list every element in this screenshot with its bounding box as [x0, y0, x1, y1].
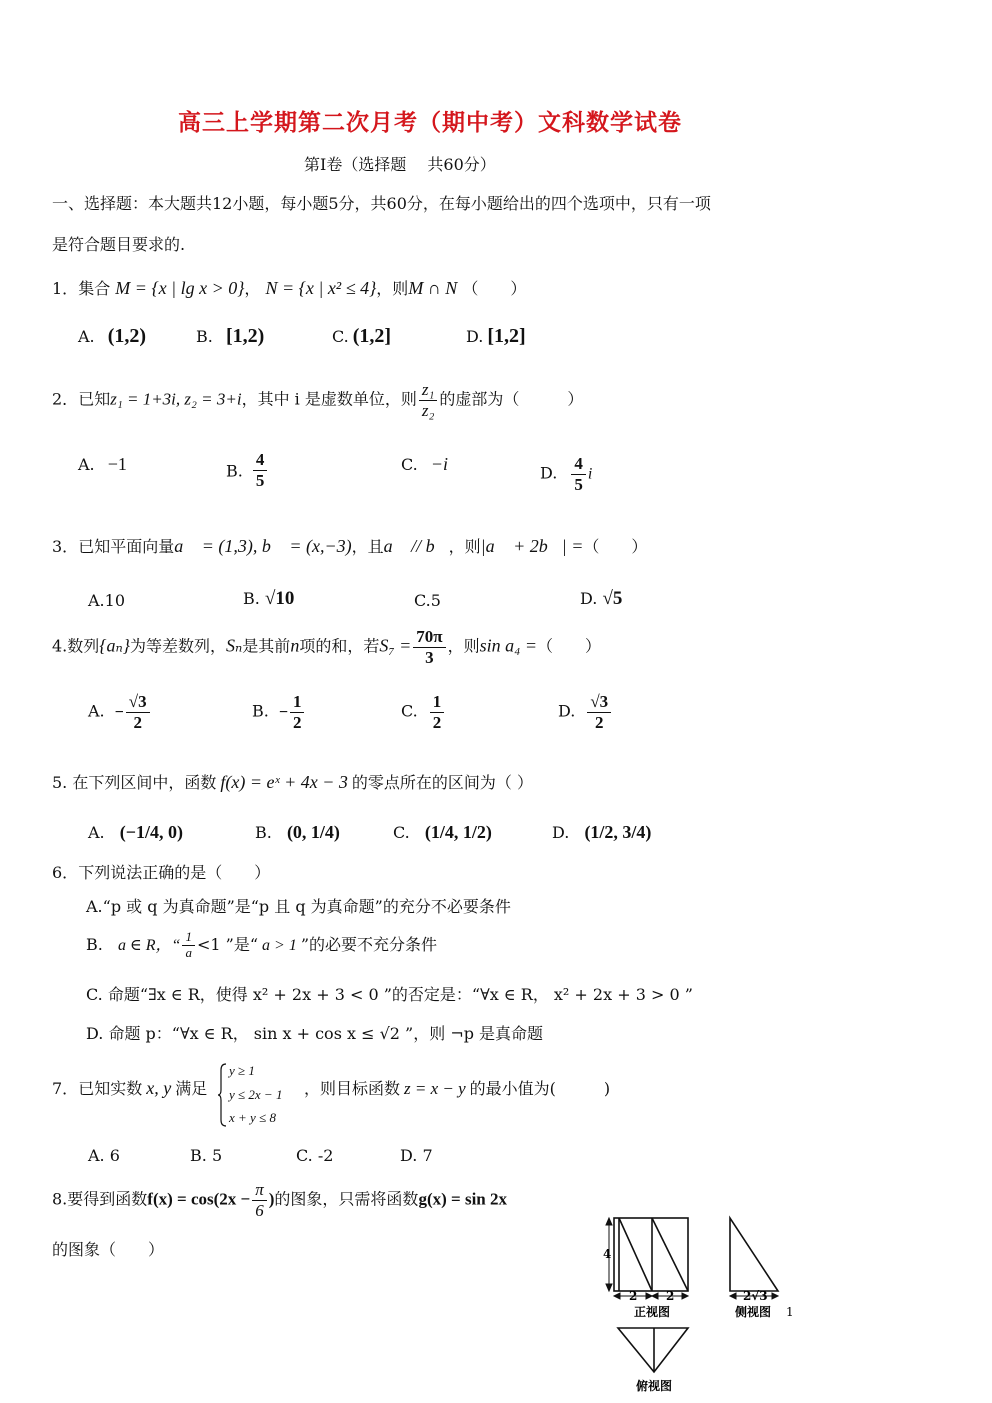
option-label: D. [552, 823, 570, 842]
dim-left-label: 2 [629, 1289, 638, 1303]
denominator: 2 [133, 712, 142, 732]
option-text: <1 ”是“ [196, 934, 259, 954]
option-label: C. [401, 455, 418, 474]
stem-text: 是其前 [242, 636, 291, 656]
denominator: 2 [292, 712, 302, 732]
option-label: D. [540, 463, 558, 483]
stem-text: 的图象，只需将函数 [274, 1189, 419, 1209]
option-label: B. [86, 934, 103, 954]
part-subtitle: 第Ⅰ卷（选择题 共60分） [304, 155, 496, 174]
option-label: A. [88, 591, 105, 610]
page-number: 1 [786, 1305, 794, 1319]
question-number: 2． [52, 389, 79, 409]
s7-expression: S₇ = [379, 635, 412, 656]
option-value: −i [430, 454, 449, 474]
q7-option-b [190, 1146, 222, 1165]
option-value: [1,2) [225, 325, 265, 347]
denominator: 5 [574, 474, 583, 494]
condition-expression: a > 1 [258, 936, 301, 954]
numerator: 1 [430, 692, 445, 713]
option-label: D. [86, 1024, 104, 1043]
question-8 [52, 1180, 507, 1220]
stem-text: ，则目标函数 [304, 1079, 401, 1098]
q6-option-d [86, 1021, 543, 1044]
option-label: C. [414, 591, 431, 610]
question-8-line2: 的图象（ ） [52, 1240, 165, 1259]
stem-text: 的最小值为( ) [469, 1079, 611, 1098]
q3-option-c [414, 591, 441, 610]
option-label: D. [400, 1146, 418, 1165]
stem-text: 在下列区间中，函数 [72, 773, 217, 792]
function-g: g(x) = sin 2x [418, 1189, 507, 1209]
numerator: 1 [182, 930, 195, 946]
variable-n: n [290, 635, 300, 656]
stem-text: ，其中 i 是虚数单位，则 [241, 389, 417, 409]
option-value: −1 [107, 454, 127, 474]
option-value: √5 [602, 588, 623, 609]
q3-option-a [88, 591, 125, 610]
option-value: 10 [104, 591, 125, 610]
q2-option-b [226, 450, 269, 490]
set-m-expression: M = {x | lg x > 0} [115, 278, 245, 298]
q2-option-d [540, 454, 592, 494]
option-label: A. [88, 701, 105, 721]
variables: x, y [146, 1078, 172, 1098]
question-number: 6． [52, 863, 79, 882]
dim-right-label: 2 [666, 1289, 675, 1303]
denominator: 2 [432, 712, 442, 732]
option-value: 7 [422, 1146, 433, 1165]
denominator: 3 [425, 647, 434, 667]
section-instruction-line1: 一、选择题：本大题共12小题，每小题5分，共60分，在每小题给出的四个选项中，只有一项 [52, 194, 711, 213]
stem-text: ，则 [376, 279, 409, 298]
question-number: 4. [52, 636, 68, 656]
side-view [730, 1218, 778, 1291]
q4-option-d [558, 692, 613, 732]
side-view-label: 侧视图 [735, 1305, 772, 1319]
stem-text: 已知平面向量 [78, 537, 175, 556]
stem-text: 的虚部为（ ） [439, 389, 584, 409]
denominator: 5 [255, 470, 265, 490]
q6-option-b [86, 930, 437, 961]
q5-option-a [88, 822, 183, 843]
q4-option-c [401, 692, 446, 732]
intersection-expression: M ∩ N [408, 278, 458, 298]
numerator: 4 [253, 450, 268, 471]
q1-option-c [332, 325, 391, 348]
denominator: z₂ [421, 400, 435, 420]
option-label: B. [252, 701, 269, 721]
partial-sum: Sₙ [226, 635, 243, 656]
denominator: a [185, 944, 192, 960]
objective-function: z = x − y [404, 1079, 466, 1098]
option-value: -2 [317, 1146, 334, 1165]
option-label: A. [78, 327, 95, 346]
constraint-1: y ≥ 1 [229, 1063, 255, 1078]
front-view-label: 正视图 [634, 1305, 671, 1319]
question-number: 1． [52, 279, 79, 298]
stem-text: 下列说法正确的是（ ） [78, 863, 271, 882]
option-value: 6 [109, 1146, 120, 1165]
parallel-condition: a⃗ // b⃗ [383, 536, 449, 556]
q6-option-c [86, 982, 693, 1005]
numerator: √3 [126, 692, 150, 713]
option-value: [1,2] [487, 325, 526, 347]
fraction-1-over-a [182, 930, 195, 961]
q5-option-d [552, 822, 651, 843]
question-7 [52, 1076, 207, 1099]
option-label: A. [88, 823, 105, 842]
stem-text: ，且 [351, 537, 384, 556]
option-text: 命题“∃x ∈ R，使得 x² + 2x + 3 < 0 ”的否定是：“∀x ∈ R， x² + 2x + 3 > 0 ” [107, 985, 693, 1004]
q2-option-a [78, 454, 127, 475]
fraction-value [430, 692, 445, 732]
stem-text: 要得到函数 [67, 1189, 148, 1209]
option-label: B. [255, 823, 272, 842]
numerator: z₁ [419, 380, 438, 401]
question-5 [52, 770, 533, 793]
option-text: a ∈ R，“ [117, 936, 181, 954]
option-value: (0, 1/4) [286, 822, 340, 842]
option-label: C. [86, 985, 103, 1004]
complex-expression: z₁ = 1+3i, z₂ = 3+i [110, 389, 242, 409]
question-3 [52, 534, 647, 557]
question-number: 3． [52, 537, 79, 556]
fraction-value [571, 454, 586, 494]
set-n-expression: N = {x | x² ≤ 4} [265, 278, 377, 298]
question-1 [52, 276, 526, 299]
stem-text: 数列 [67, 636, 100, 656]
fraction-value [253, 450, 268, 490]
denominator: 2 [595, 712, 604, 732]
stem-text: 已知实数 [78, 1079, 143, 1098]
option-label: A. [88, 1146, 105, 1165]
option-value: (1/2, 3/4) [584, 822, 652, 842]
stem-text: 满足 [175, 1079, 208, 1098]
fraction-value [126, 692, 150, 732]
question-number: 5. [52, 773, 68, 792]
option-label: C. [393, 823, 410, 842]
option-label: C. [296, 1146, 313, 1165]
q7-option-d [400, 1146, 433, 1165]
option-value: 5 [211, 1146, 223, 1165]
option-label: D. [580, 589, 598, 608]
option-sign: − [278, 703, 288, 721]
question-6 [52, 860, 270, 883]
stem-text: 的零点所在的区间为（ ） [351, 773, 533, 792]
q3-option-b [243, 588, 294, 610]
function-expression: f(x) = eˣ + 4x − 3 [220, 772, 348, 792]
fraction-z1-z2 [419, 380, 438, 420]
answer-bracket: （ ） [462, 279, 527, 298]
q3-option-d [580, 588, 622, 610]
q5-option-b [255, 822, 340, 843]
option-label: B. [190, 1146, 207, 1165]
top-view [618, 1328, 688, 1372]
system-brace [218, 1062, 228, 1128]
stem-text: 集合 [78, 279, 111, 298]
answer-bracket: （ ） [583, 537, 648, 556]
option-value: (−1/4, 0) [119, 822, 183, 842]
option-label: D. [466, 327, 484, 346]
sequence-expression: {aₙ} [99, 635, 130, 656]
option-label: A. [86, 897, 103, 916]
stem-text: 为等差数列， [129, 636, 226, 656]
option-label: B. [226, 461, 243, 481]
option-label: C. [401, 701, 418, 721]
option-text: ”的必要不充分条件 [300, 934, 437, 954]
stem-text: 项的和，若 [299, 636, 380, 656]
fraction-value [290, 692, 305, 732]
vector-expression: a⃗ = (1,3), b⃗ = (x,−3) [174, 536, 352, 556]
answer-bracket: （ ） [537, 636, 602, 656]
constraint-3: x + y ≤ 8 [229, 1110, 276, 1125]
fraction-value [587, 692, 611, 732]
option-value: (1/4, 1/2) [424, 822, 492, 842]
question-4 [52, 627, 601, 667]
q1-option-b [196, 325, 264, 348]
question-2 [52, 380, 583, 420]
fraction-70pi-3 [413, 627, 445, 667]
dim-side-label: 2√3 [743, 1289, 768, 1303]
exam-title: 高三上学期第二次月考（期中考）文科数学试卷 [178, 109, 682, 136]
option-label: C. [332, 327, 349, 346]
numerator: π [252, 1180, 267, 1201]
magnitude-expression: |a⃗ + 2b⃗| = [480, 536, 584, 556]
option-value: √10 [264, 588, 295, 609]
constraint-2: y ≤ 2x − 1 [229, 1087, 283, 1102]
front-view [614, 1218, 688, 1291]
function-f: f(x) = cos(2x − [147, 1189, 251, 1209]
question-number: 8. [52, 1189, 68, 1209]
q1-option-d [466, 325, 526, 348]
option-value: (1,2) [107, 325, 147, 347]
option-label: B. [196, 327, 213, 346]
denominator: 6 [255, 1200, 264, 1220]
option-sign: − [114, 703, 124, 721]
q4-option-b [252, 692, 306, 732]
q6-option-a [86, 894, 511, 917]
function-f-close: ) [268, 1189, 275, 1209]
numerator: 1 [290, 692, 305, 713]
q4-option-a [88, 692, 152, 732]
option-label: B. [243, 589, 260, 608]
q2-option-c [401, 454, 448, 475]
numerator: 70π [413, 627, 445, 648]
q5-option-c [393, 822, 492, 843]
stem-text: ，则 [448, 537, 481, 556]
fraction-pi-over-6 [252, 1180, 267, 1220]
option-value: (1,2] [352, 325, 392, 347]
numerator: √3 [587, 692, 611, 713]
top-view-label: 俯视图 [636, 1379, 673, 1393]
option-label: A. [78, 455, 95, 474]
imaginary-unit: i [587, 465, 593, 483]
question-number: 7． [52, 1079, 79, 1098]
dim-height-label: 4 [603, 1247, 612, 1261]
option-text: 命题 p：“∀x ∈ R， sin x + cos x ≤ √2 ”，则 ¬p 是真命题 [108, 1024, 544, 1043]
option-text: “p 或 q 为真命题”是“p 且 q 为真命题”的充分不必要条件 [102, 897, 511, 916]
question-7-continued [304, 1076, 610, 1099]
numerator: 4 [571, 454, 586, 475]
section-instruction-line2: 是符合题目要求的. [52, 235, 186, 254]
option-label: D. [558, 701, 576, 721]
stem-text: ，则 [447, 636, 480, 656]
three-view-figure [600, 1212, 800, 1397]
q1-option-a [78, 325, 146, 348]
q7-option-a [88, 1146, 120, 1165]
stem-text: 已知 [78, 389, 111, 409]
q7-option-c [296, 1146, 333, 1165]
sine-expression: sin a₄ = [479, 635, 537, 656]
stem-text: ， [244, 279, 261, 298]
option-value: 5 [430, 591, 441, 610]
